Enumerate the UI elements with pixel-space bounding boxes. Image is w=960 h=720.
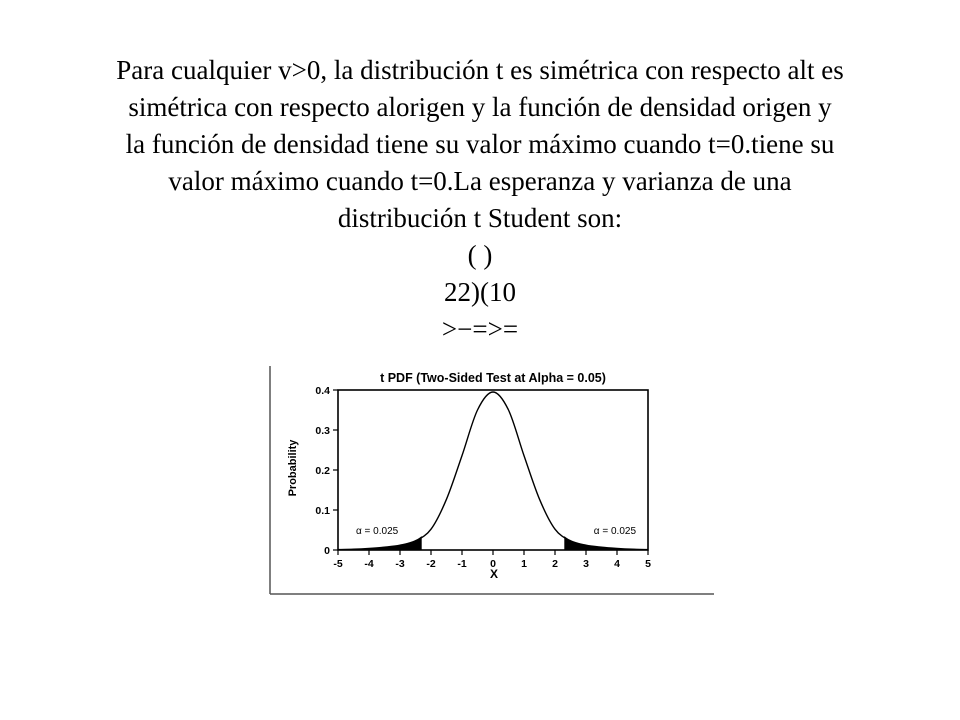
chart-title: t PDF (Two-Sided Test at Alpha = 0.05) <box>380 371 606 385</box>
x-tick-label-1: -4 <box>364 558 374 570</box>
x-tick-label-8: 3 <box>583 558 589 570</box>
chart-svg <box>268 366 716 598</box>
formula-line-1: ( ) <box>467 240 493 270</box>
y-tick-label-4: 0.4 <box>315 385 330 397</box>
x-tick-label-0: -5 <box>333 558 343 570</box>
plot-layer <box>315 385 651 570</box>
alpha-label-0: α = 0.025 <box>356 526 399 537</box>
x-tick-label-5: 0 <box>490 558 496 570</box>
x-tick-label-3: -2 <box>426 558 436 570</box>
formula-line-3: >−=>= <box>441 314 519 344</box>
x-axis-label: X <box>489 567 499 581</box>
y-tick-label-1: 0.1 <box>315 505 330 517</box>
x-tick-label-2: -3 <box>395 558 405 570</box>
text-line-2: simétrica con respecto alorigen y la función de densidad origen y <box>128 92 832 122</box>
y-axis-label: Probability <box>287 439 299 497</box>
alpha-label-1: α = 0.025 <box>593 526 636 537</box>
y-tick-label-0: 0 <box>324 545 330 557</box>
x-tick-label-4: -1 <box>457 558 467 570</box>
formula-line-2: 22)(10 <box>444 277 516 307</box>
text-line-4: valor máximo cuando t=0.La esperanza y varianza de una <box>168 166 792 196</box>
y-tick-label-3: 0.3 <box>315 425 330 437</box>
x-tick-label-10: 5 <box>645 558 651 570</box>
x-tick-label-7: 2 <box>552 558 558 570</box>
slide-text <box>60 52 900 348</box>
text-line-1: Para cualquier v>0, la distribución t es simétrica con respecto alt es <box>116 55 844 85</box>
x-tick-label-6: 1 <box>521 558 527 570</box>
x-tick-label-9: 4 <box>614 558 620 570</box>
t-distribution-chart <box>268 366 716 598</box>
y-tick-label-2: 0.2 <box>315 465 330 477</box>
text-line-5: distribución t Student son: <box>337 203 623 233</box>
text-line-3: la función de densidad tiene su valor máximo cuando t=0.tiene su <box>125 129 835 159</box>
